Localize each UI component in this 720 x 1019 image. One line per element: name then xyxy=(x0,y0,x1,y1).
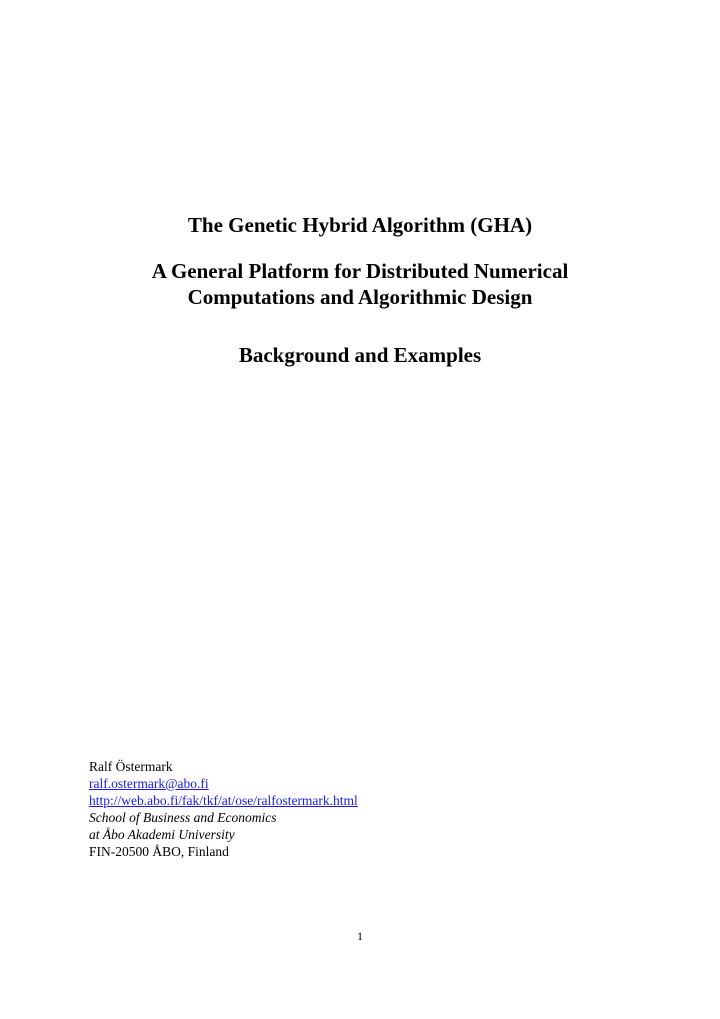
subtitle-line-2: Computations and Algorithmic Design xyxy=(187,285,533,309)
author-address: FIN-20500 ÅBO, Finland xyxy=(89,844,229,859)
document-title xyxy=(0,212,720,238)
page-number: 1 xyxy=(357,929,363,943)
author-homepage-link[interactable]: http://web.abo.fi/fak/tkf/at/ose/ralfostermark.html xyxy=(89,793,358,808)
subtitle-line-1: A General Platform for Distributed Numerical xyxy=(151,259,569,283)
author-email-link[interactable]: ralf.ostermark@abo.fi xyxy=(89,776,209,791)
title-main: The Genetic Hybrid Algorithm (GHA) xyxy=(187,213,533,237)
section-heading-text: Background and Examples xyxy=(238,343,482,367)
author-school: School of Business and Economics xyxy=(89,810,277,825)
author-name: Ralf Östermark xyxy=(89,759,173,774)
author-info xyxy=(89,758,358,860)
section-heading xyxy=(0,342,720,368)
author-university: at Åbo Akademi University xyxy=(89,827,235,842)
document-subtitle xyxy=(0,258,720,310)
